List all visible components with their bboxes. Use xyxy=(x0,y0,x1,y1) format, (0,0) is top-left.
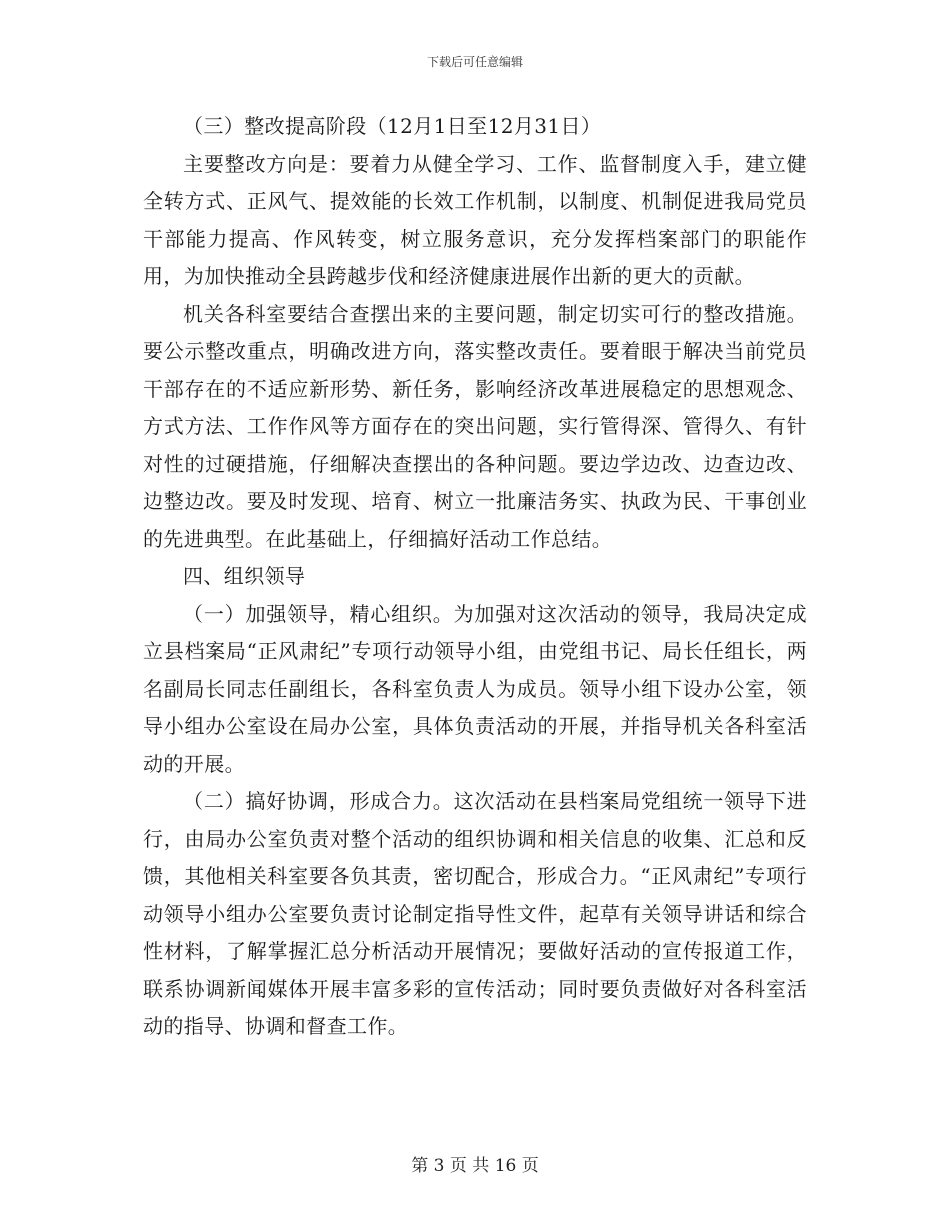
document-body xyxy=(143,108,807,1046)
page-number: 第 3 页 共 16 页 xyxy=(411,1156,539,1176)
page-header: 下载后可任意编辑 xyxy=(426,55,523,69)
paragraph-rectification-measures: 机关各科室要结合查摆出来的主要问题，制定切实可行的整改措施。要公示整改重点，明确改进方向，落实整改责任。要着眼于解决当前党员干部存在的不适应新形势、新任务，影响经济改革进展稳定的思想观念、方式方法、工作作风等方面存在的突出问题，实行管得深、管得久、有针对性的过硬措施，仔细解决查摆出的各种问题。要边学边改、边查边改、边整边改。要及时发现、培育、树立一批廉洁务实、执政为民、干事创业的先进典型。在此基础上，仔细搞好活动工作总结。 xyxy=(143,301,807,551)
paragraph-rectification-direction: 主要整改方向是：要着力从健全学习、工作、监督制度入手，建立健全转方式、正风气、提效能的长效工作机制，以制度、机制促进我局党员干部能力提高、作风转变，树立服务意识，充分发挥档案部门的职能作用，为加快推动全县跨越步伐和经济健康进展作出新的更大的贡献。 xyxy=(143,151,807,288)
paragraph-coordination: （二）搞好协调，形成合力。这次活动在县档案局党组统一领导下进行，由局办公室负责对整个活动的组织协调和相关信息的收集、汇总和反馈，其他相关科室要各负其责，密切配合，形成合力。“正风肃纪”专项行动领导小组办公室要负责讨论制定指导性文件，起草有关领导讲话和综合性材料，了解掌握汇总分析活动开展情况；要做好活动的宣传报道工作，联系协调新闻媒体开展丰富多彩的宣传活动；同时要负责做好对各科室活动的指导、协调和督查工作。 xyxy=(143,789,807,1038)
section-heading-rectification: （三）整改提高阶段（12月1日至12月31日） xyxy=(183,114,602,138)
paragraph-leadership: （一）加强领导，精心组织。为加强对这次活动的领导，我局决定成立县档案局“正风肃纪”专项行动领导小组，由党组书记、局长任组长，两名副局长同志任副组长，各科室负责人为成员。领导小组下设办公室，领导小组办公室设在局办公室，具体负责活动的开展，并指导机关各科室活动的开展。 xyxy=(143,601,807,776)
section-heading-organization: 四、组织领导 xyxy=(183,564,306,588)
